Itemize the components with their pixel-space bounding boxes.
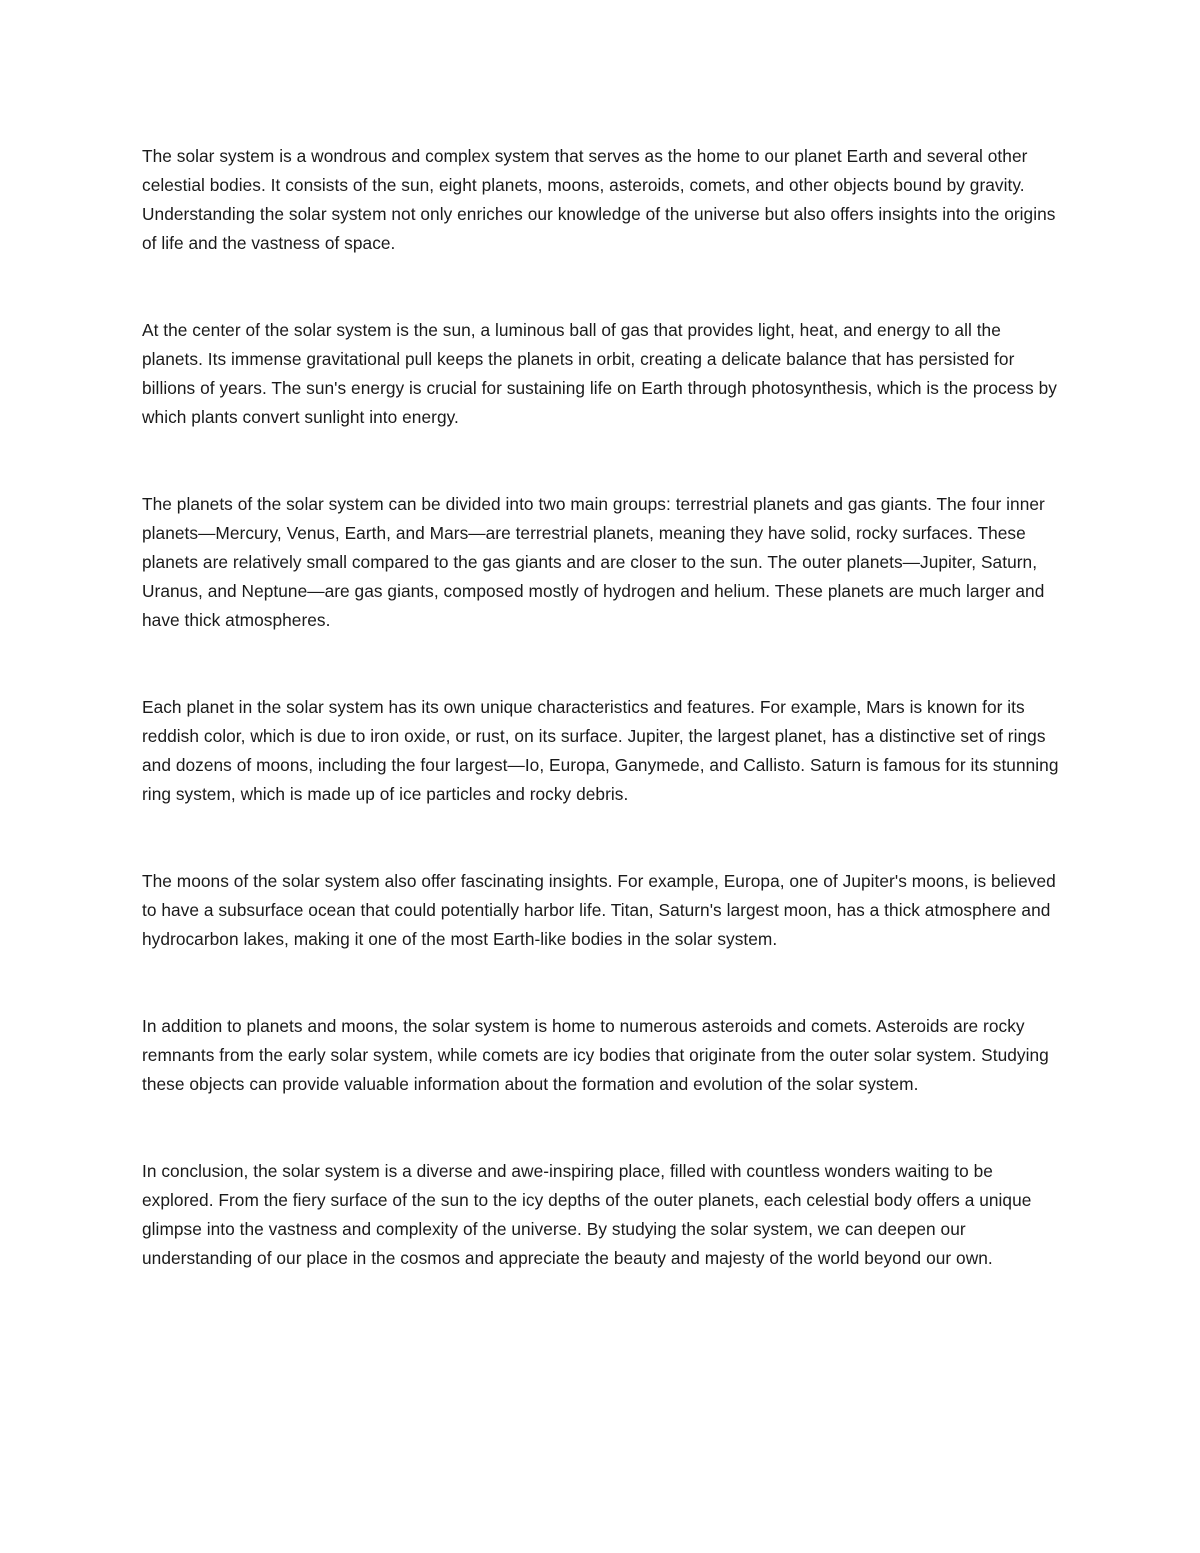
paragraph-sun: At the center of the solar system is the sun, a luminous ball of gas that provides light, heat, and energy to all the planets. Its immense gravitational pull keeps the planets in orbit, creating a delicate balance that has persisted for billions of years. The sun's energy is crucial for sustaining life on Earth through photosynthesis, which is the process by which plants convert sunlight into energy.	[142, 320, 1057, 427]
paragraph-intro: The solar system is a wondrous and complex system that serves as the home to our planet Earth and several other celestial bodies. It consists of the sun, eight planets, moons, asteroids, comets, and other objects bound by gravity. Understanding the solar system not only enriches our knowledge of the universe but also offers insights into the origins of life and the vastness of space.	[142, 146, 1056, 253]
paragraph-conclusion: In conclusion, the solar system is a diverse and awe-inspiring place, filled with countless wonders waiting to be explored. From the fiery surface of the sun to the icy depths of the outer planets, each celestial body offers a unique glimpse into the vastness and complexity of the universe. By studying the solar system, we can deepen our understanding of our place in the cosmos and appreciate the beauty and majesty of the world beyond our own.	[142, 1161, 1032, 1268]
paragraph-moons: The moons of the solar system also offer fascinating insights. For example, Europa, one of Jupiter's moons, is believed to have a subsurface ocean that could potentially harbor life. Titan, Saturn's largest moon, has a thick atmosphere and hydrocarbon lakes, making it one of the most Earth-like bodies in the solar system.	[142, 871, 1056, 949]
paragraph-planet-features: Each planet in the solar system has its own unique characteristics and features. For example, Mars is known for its reddish color, which is due to iron oxide, or rust, on its surface. Jupiter, the largest planet, has a distinctive set of rings and dozens of moons, including the four largest—Io, Europa, Ganymede, and Callisto. Saturn is famous for its stunning ring system, which is made up of ice particles and rocky debris.	[142, 697, 1059, 804]
paragraph-asteroids-comets: In addition to planets and moons, the solar system is home to numerous asteroids and comets. Asteroids are rocky remnants from the early solar system, while comets are icy bodies that originate from the outer solar system. Studying these objects can provide valuable information about the formation and evolution of the solar system.	[142, 1016, 1049, 1094]
paragraph-planet-groups: The planets of the solar system can be divided into two main groups: terrestrial planets and gas giants. The four inner planets—Mercury, Venus, Earth, and Mars—are terrestrial planets, meaning they have solid, rocky surfaces. These planets are relatively small compared to the gas giants and are closer to the sun. The outer planets—Jupiter, Saturn, Uranus, and Neptune—are gas giants, composed mostly of hydrogen and helium. These planets are much larger and have thick atmospheres.	[142, 494, 1045, 630]
